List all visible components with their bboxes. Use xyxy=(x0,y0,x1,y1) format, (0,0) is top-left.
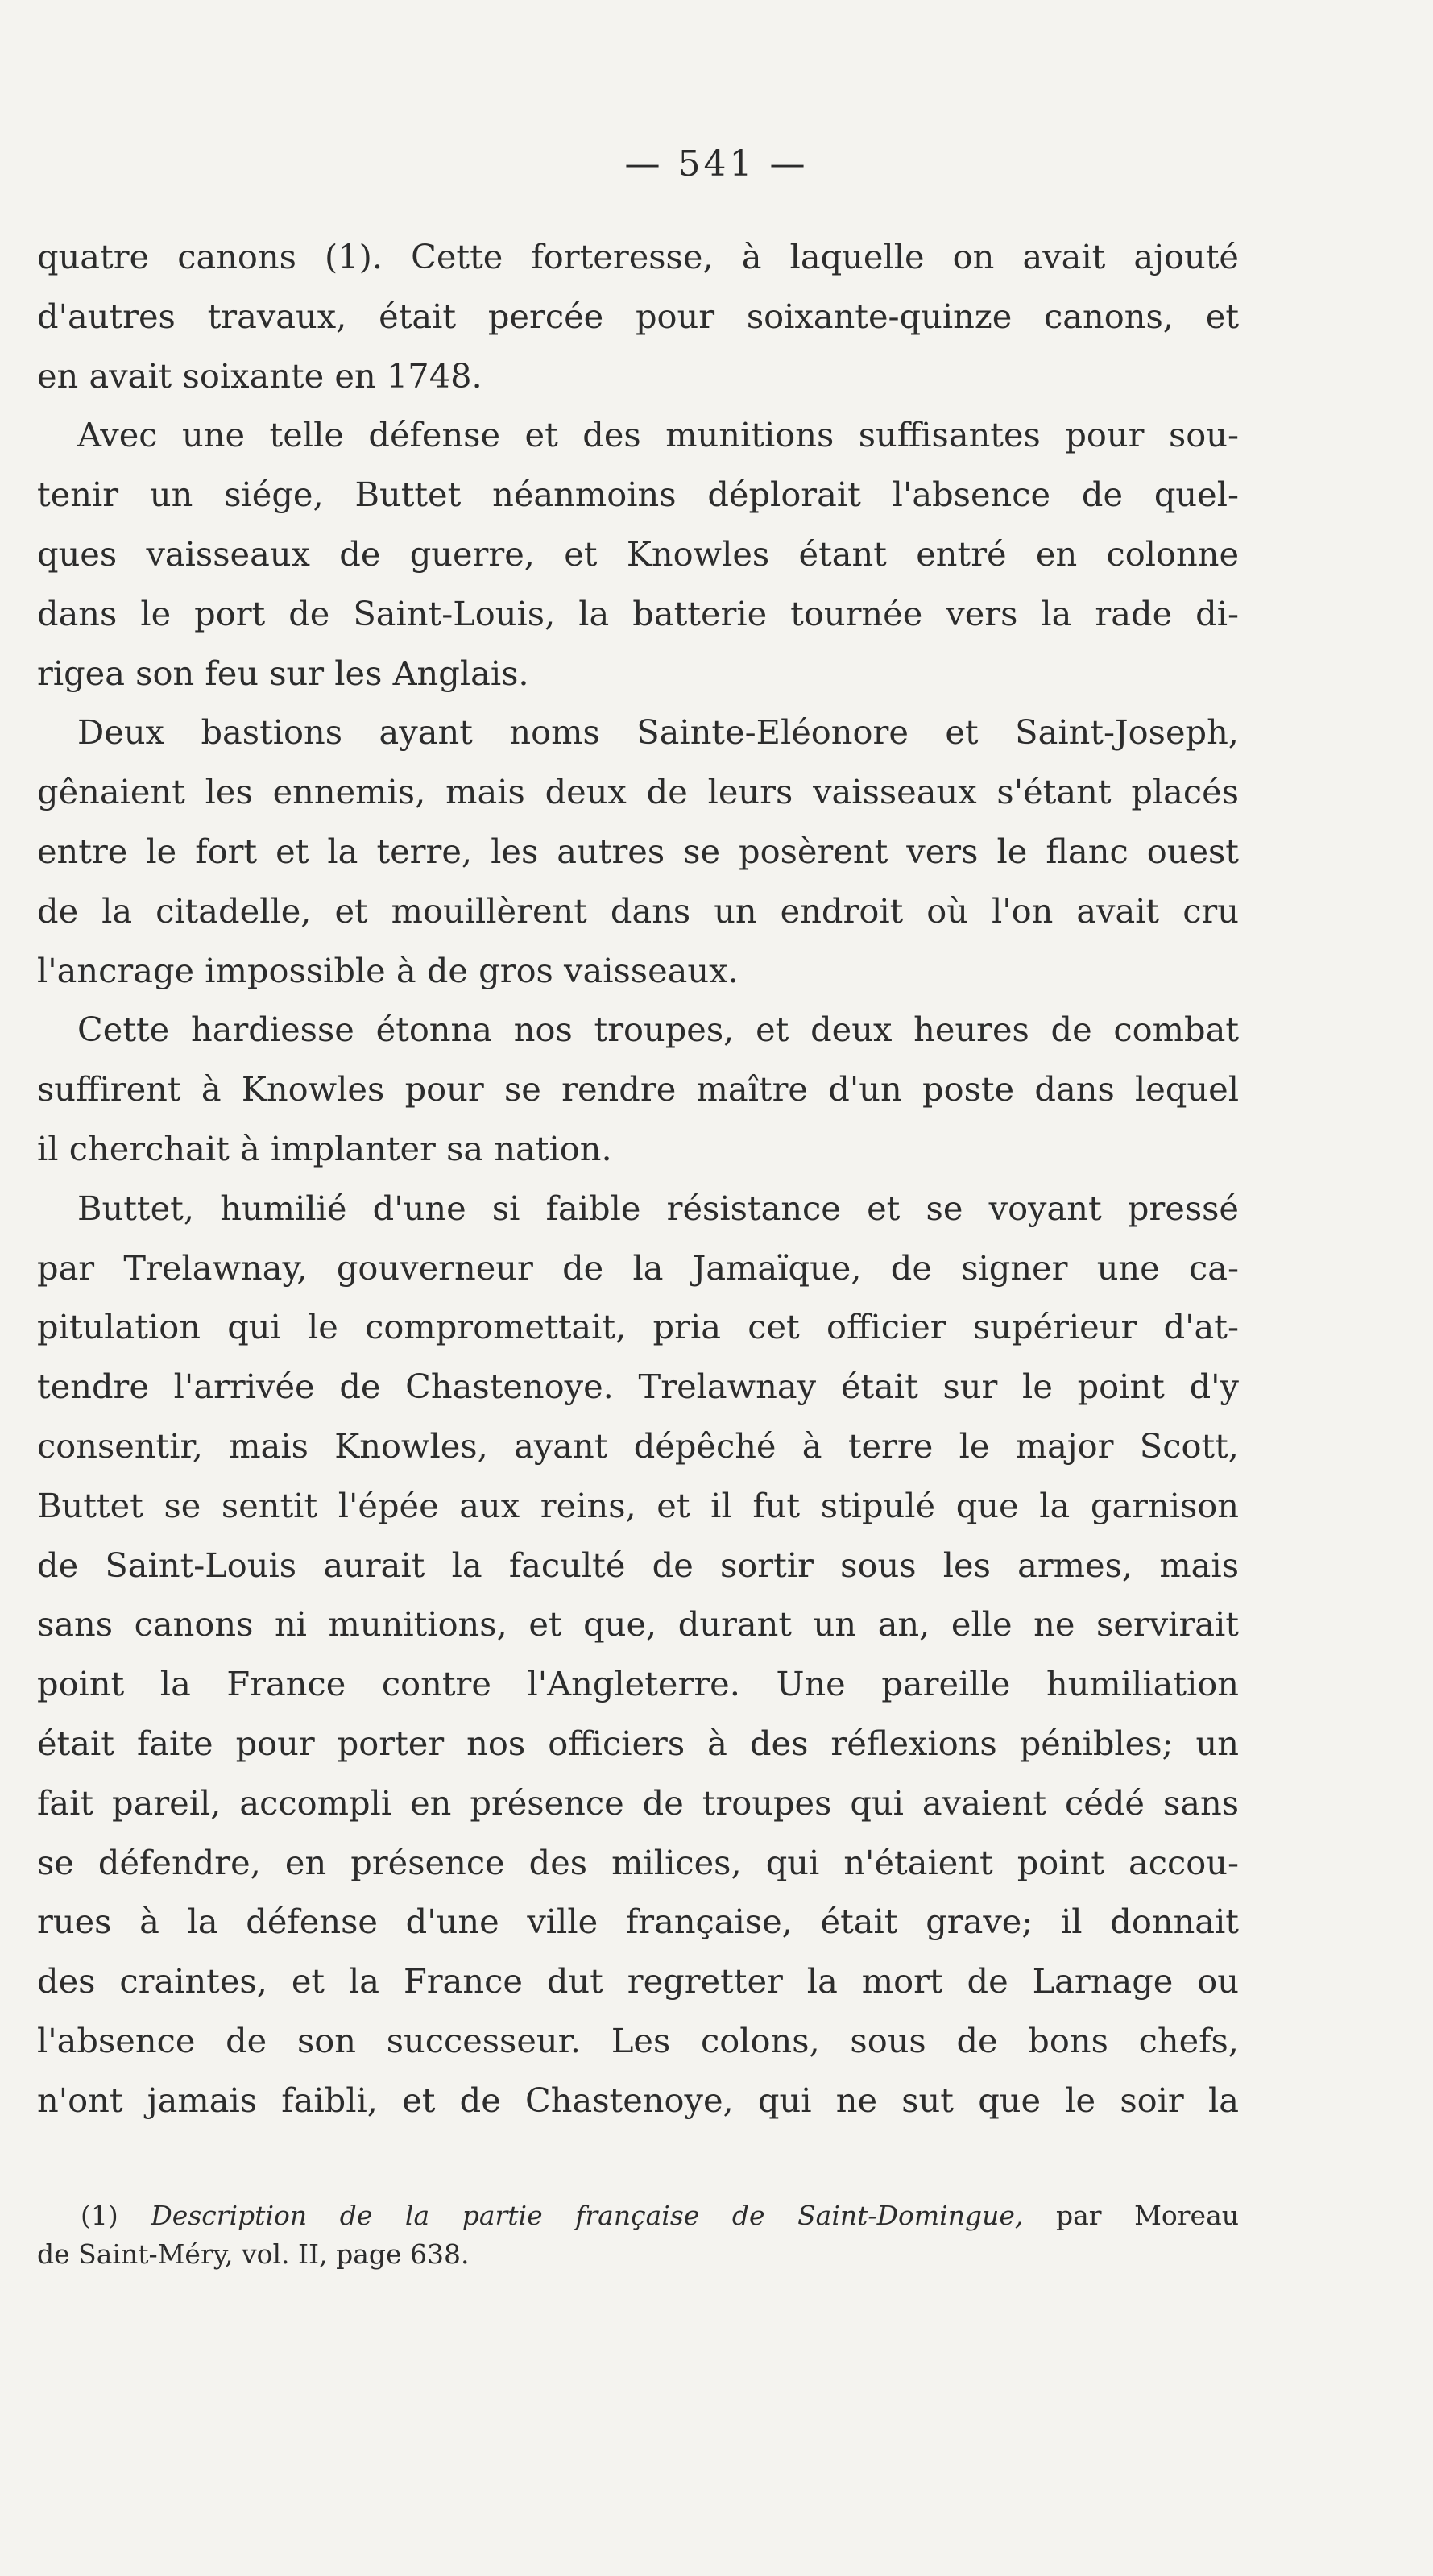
text-line: rues à la défense d'une ville française, était grave; il donnait xyxy=(37,1902,1239,1942)
text-line: des craintes, et la France dut regretter la mort de Larnage ou xyxy=(37,1961,1239,2001)
footnote-title: Description de la partie française de Saint-Domingue, xyxy=(151,2200,1024,2231)
text-line: entre le fort et la terre, les autres se posèrent vers le flanc ouest xyxy=(37,831,1239,871)
text-line: de la citadelle, et mouillèrent dans un endroit où l'on avait cru xyxy=(37,890,1239,931)
text-line: pitulation qui le compromettait, pria cet officier supérieur d'at- xyxy=(37,1307,1239,1347)
text-line: par Trelawnay, gouverneur de la Jamaïque, de signer une ca- xyxy=(37,1247,1239,1288)
footnote-line-1 xyxy=(37,2196,1239,2235)
text-line: Buttet se sentit l'épée aux reins, et il fut stipulé que la garnison xyxy=(37,1485,1239,1525)
paragraph-2 xyxy=(37,405,1239,703)
text-line: en avait soixante en 1748. xyxy=(37,355,482,396)
text-line: dans le port de Saint-Louis, la batterie tournée vers la rade di- xyxy=(37,593,1239,633)
text-line: suffirent à Knowles pour se rendre maître d'un poste dans lequel xyxy=(37,1069,1239,1110)
text-line: Deux bastions ayant noms Sainte-Eléonore et Saint-Joseph, xyxy=(77,712,1239,753)
body-text xyxy=(37,227,1239,2130)
text-line: point la France contre l'Angleterre. Une pareille humiliation xyxy=(37,1664,1239,1704)
footnote-author: par Moreau xyxy=(1055,2200,1239,2231)
text-line: n'ont jamais faibli, et de Chastenoye, qui ne sut que le soir la xyxy=(37,2080,1239,2120)
text-line: sans canons ni munitions, et que, durant un an, elle ne servirait xyxy=(37,1604,1239,1645)
text-line: était faite pour porter nos officiers à des réflexions pénibles; un xyxy=(37,1723,1239,1763)
text-line: quatre canons (1). Cette forteresse, à laquelle on avait ajouté xyxy=(37,237,1239,276)
page-number: — 541 — xyxy=(624,143,809,185)
text-line: d'autres travaux, était percée pour soixante-quinze canons, et xyxy=(37,296,1239,336)
text-line: tenir un siége, Buttet néanmoins déplorait l'absence de quel- xyxy=(37,475,1239,515)
footnote-line-2: de Saint-Méry, vol. II, page 638. xyxy=(37,2238,470,2270)
text-line: rigea son feu sur les Anglais. xyxy=(37,653,529,693)
footnote-marker: (1) xyxy=(81,2200,118,2231)
text-line: gênaient les ennemis, mais deux de leurs vaisseaux s'étant placés xyxy=(37,772,1239,812)
paragraph-5 xyxy=(37,1179,1239,2130)
text-line: l'ancrage impossible à de gros vaisseaux. xyxy=(37,950,739,990)
text-line: Cette hardiesse étonna nos troupes, et deux heures de combat xyxy=(77,1010,1239,1050)
paragraph-4 xyxy=(37,1000,1239,1178)
paragraph-1 xyxy=(37,227,1239,405)
text-line: tendre l'arrivée de Chastenoye. Trelawnay était sur le point d'y xyxy=(37,1367,1239,1407)
footnote xyxy=(37,2196,1239,2274)
text-line: ques vaisseaux de guerre, et Knowles étant entré en colonne xyxy=(37,533,1239,574)
text-line: consentir, mais Knowles, ayant dépêché à terre le major Scott, xyxy=(37,1425,1239,1466)
text-line: l'absence de son successeur. Les colons, sous de bons chefs, xyxy=(37,2020,1239,2060)
text-line: fait pareil, accompli en présence de troupes qui avaient cédé sans xyxy=(37,1782,1239,1823)
text-line: Buttet, humilié d'une si faible résistance et se voyant pressé xyxy=(77,1188,1239,1228)
text-line: se défendre, en présence des milices, qui n'étaient point accou- xyxy=(37,1842,1239,1882)
text-line: Avec une telle défense et des munitions suffisantes pour sou- xyxy=(77,415,1239,455)
text-line: il cherchait à implanter sa nation. xyxy=(37,1128,612,1168)
text-line: de Saint-Louis aurait la faculté de sortir sous les armes, mais xyxy=(37,1545,1239,1585)
paragraph-3 xyxy=(37,703,1239,1000)
